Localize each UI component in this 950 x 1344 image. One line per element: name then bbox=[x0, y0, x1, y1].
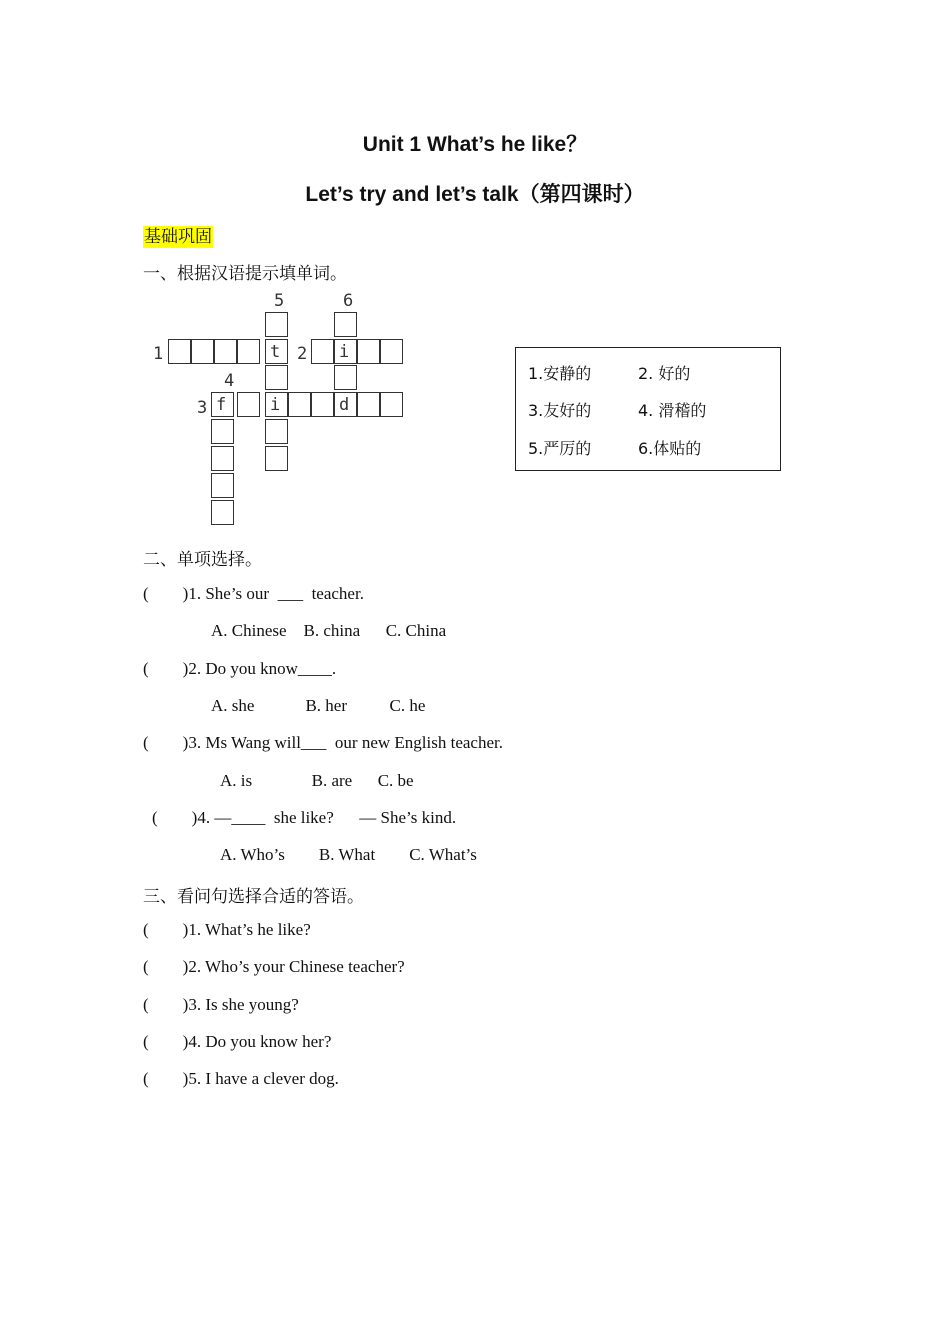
worksheet-subtitle: Let’s try and let’s talk（第四课时） bbox=[305, 183, 645, 206]
crossword-cell-given: t bbox=[265, 339, 288, 364]
clue-number-4: 4 bbox=[224, 371, 235, 391]
hint-item: 6.体贴的 bbox=[638, 439, 702, 458]
hint-item: 1.安静的 bbox=[528, 364, 592, 383]
crossword-cell[interactable] bbox=[168, 339, 191, 364]
clue-number-1: 1 bbox=[153, 344, 164, 364]
crossword-cell[interactable] bbox=[211, 500, 234, 525]
crossword-cell[interactable] bbox=[311, 392, 334, 417]
crossword-cell-given: d bbox=[334, 392, 357, 417]
match-question: ( )4. Do you know her? bbox=[143, 1032, 332, 1051]
hint-item: 5.严厉的 bbox=[528, 439, 592, 458]
question-stem: ( )2. Do you know____. bbox=[143, 659, 337, 678]
question-options: A. she B. her C. he bbox=[211, 696, 426, 715]
hint-item: 3.友好的 bbox=[528, 401, 592, 420]
question-options: A. Who’s B. What C. What’s bbox=[220, 845, 477, 864]
part1-heading: 一、根据汉语提示填单词。 bbox=[143, 264, 347, 284]
crossword-cell[interactable] bbox=[265, 419, 288, 444]
match-question: ( )5. I have a clever dog. bbox=[143, 1069, 339, 1088]
crossword-cell[interactable] bbox=[211, 446, 234, 471]
crossword-cell[interactable] bbox=[265, 365, 288, 390]
crossword-cell[interactable] bbox=[237, 339, 260, 364]
question-stem: ( )4. —____ she like? — She’s kind. bbox=[152, 808, 457, 827]
crossword-cell[interactable] bbox=[334, 312, 357, 337]
crossword-cell[interactable] bbox=[211, 419, 234, 444]
hint-item: 4. 滑稽的 bbox=[638, 401, 707, 420]
crossword-cell[interactable] bbox=[311, 339, 334, 364]
match-question: ( )3. Is she young? bbox=[143, 995, 299, 1014]
hint-box bbox=[515, 347, 781, 471]
crossword-cell-given: i bbox=[265, 392, 288, 417]
part3-heading: 三、看问句选择合适的答语。 bbox=[143, 887, 364, 907]
crossword-cell[interactable] bbox=[237, 392, 260, 417]
crossword-cell[interactable] bbox=[214, 339, 237, 364]
match-question: ( )2. Who’s your Chinese teacher? bbox=[143, 957, 405, 976]
crossword-cell[interactable] bbox=[357, 392, 380, 417]
crossword-cell[interactable] bbox=[265, 446, 288, 471]
question-stem: ( )1. She’s our ___ teacher. bbox=[143, 584, 364, 603]
part2-heading: 二、单项选择。 bbox=[143, 550, 262, 570]
question-options: A. is B. are C. be bbox=[220, 771, 414, 790]
crossword-cell[interactable] bbox=[380, 392, 403, 417]
clue-number-3: 3 bbox=[197, 398, 208, 418]
crossword-cell-given: f bbox=[211, 392, 234, 417]
clue-number-6: 6 bbox=[343, 291, 354, 311]
clue-number-5: 5 bbox=[274, 291, 285, 311]
crossword-cell[interactable] bbox=[357, 339, 380, 364]
crossword-cell[interactable] bbox=[211, 473, 234, 498]
crossword-cell-given: i bbox=[334, 339, 357, 364]
crossword-cell[interactable] bbox=[191, 339, 214, 364]
crossword-cell[interactable] bbox=[380, 339, 403, 364]
worksheet-title: Unit 1 What’s he like？ bbox=[362, 133, 588, 156]
question-stem: ( )3. Ms Wang will___ our new English teacher. bbox=[143, 733, 503, 752]
clue-number-2: 2 bbox=[297, 344, 308, 364]
hint-item: 2. 好的 bbox=[638, 364, 691, 383]
question-options: A. Chinese B. china C. China bbox=[211, 621, 447, 640]
crossword-cell[interactable] bbox=[265, 312, 288, 337]
section-tag: 基础巩固 bbox=[144, 227, 212, 247]
crossword-cell[interactable] bbox=[334, 365, 357, 390]
match-question: ( )1. What’s he like? bbox=[143, 920, 311, 939]
crossword-cell[interactable] bbox=[288, 392, 311, 417]
